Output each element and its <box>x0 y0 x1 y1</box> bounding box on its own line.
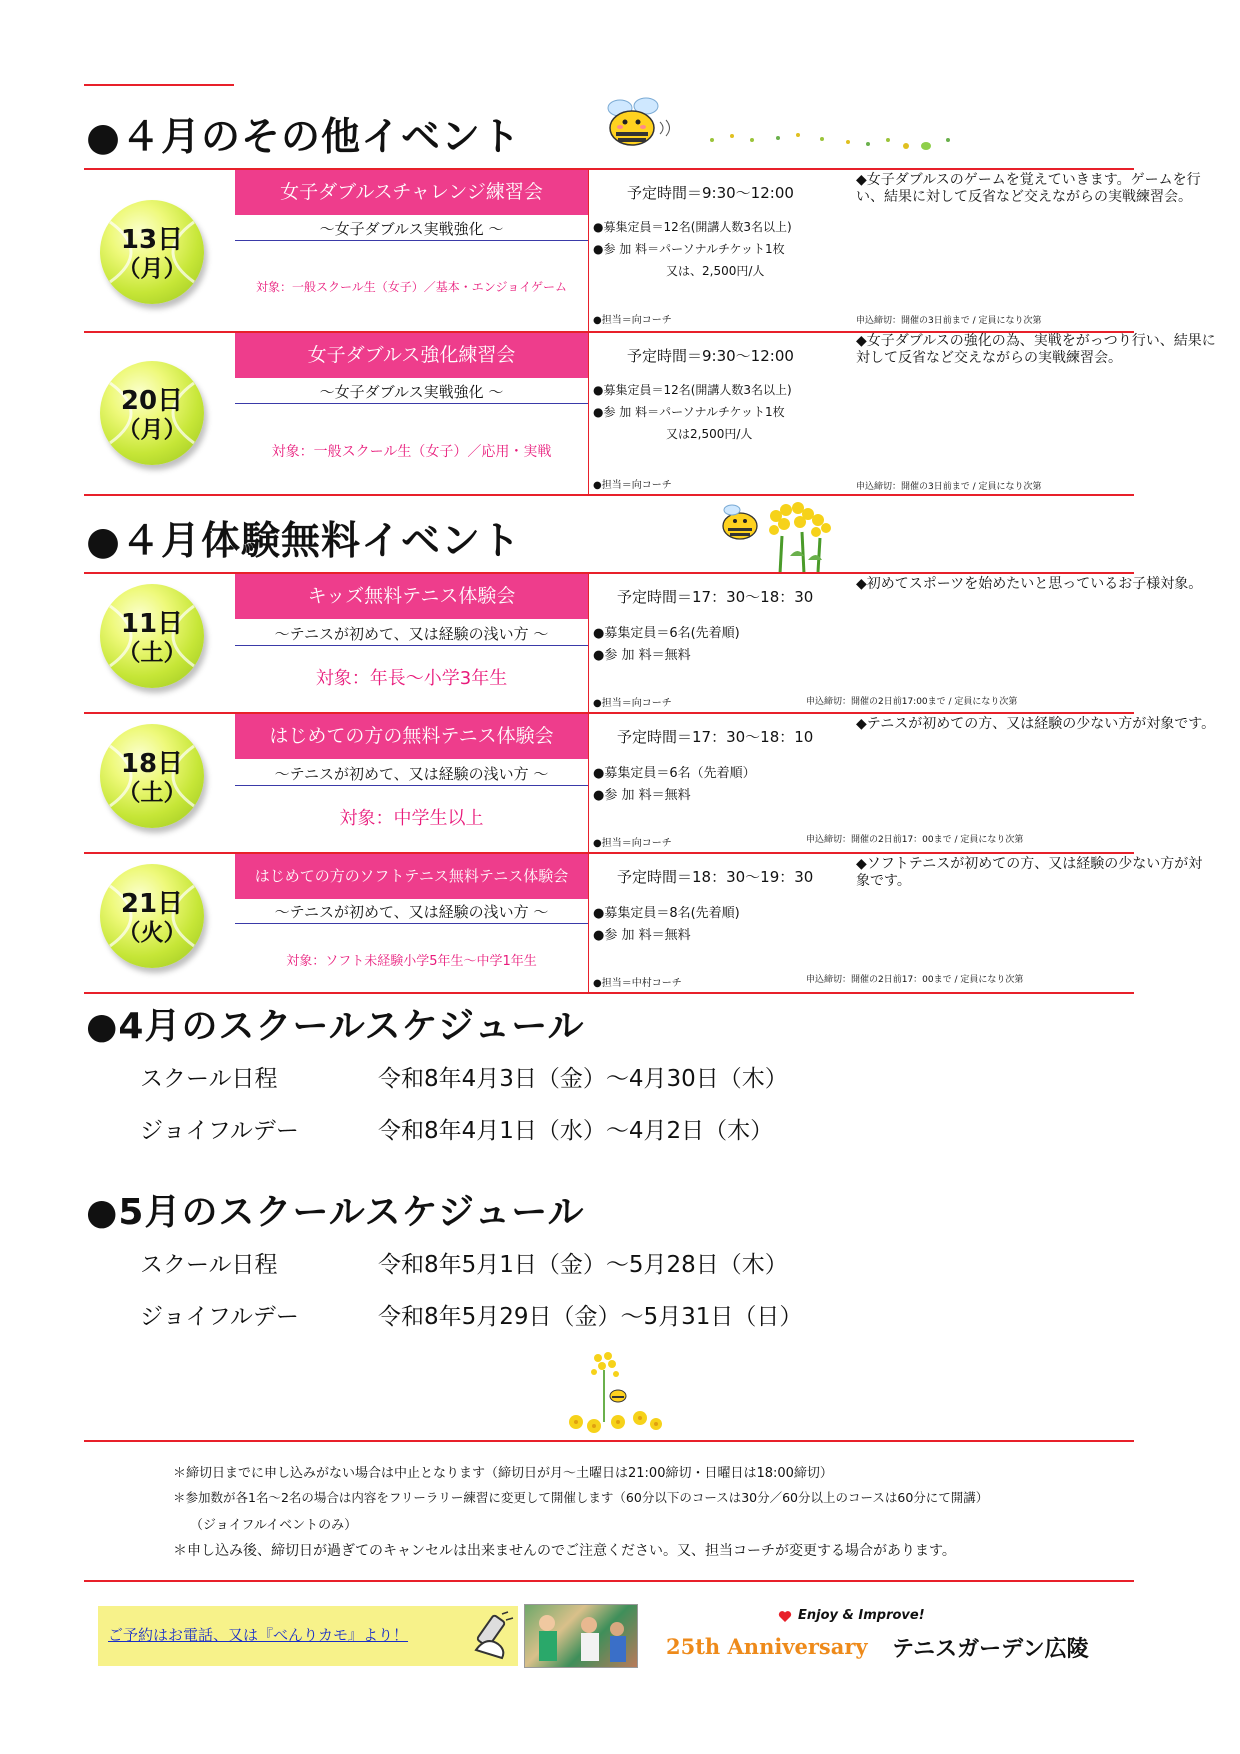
event-subtitle: ～テニスが初めて、又は経験の浅い方 ～ <box>274 903 549 921</box>
subtitle-underline <box>235 645 588 646</box>
event-weekday: （土） <box>117 640 187 666</box>
event-coach: ●担当＝向コーチ <box>593 698 672 709</box>
booking-text: ご予約はお電話、又は『べんりカモ』より！ <box>108 1626 409 1644</box>
section-title-other-events: ●４月のその他イベント <box>86 115 522 160</box>
notes-bottom-line <box>84 1580 1134 1582</box>
column-divider <box>588 333 589 494</box>
event-deadline: 申込締切：開催の3日前まで / 定員になり次第 <box>856 482 1042 492</box>
event-row <box>84 714 1216 852</box>
event-title: キッズ無料テニス体験会 <box>235 574 588 619</box>
event-title: 女子ダブルス強化練習会 <box>235 333 588 378</box>
event-target: 対象：一般スクール生（女子）／応用・実戦 <box>271 444 552 460</box>
event-day: 18日 <box>120 749 184 779</box>
event-description: ◆女子ダブルスのゲームを覚えていきます。ゲームを行い、結果に対して反省など交えながらの実戦練習会。 <box>856 172 1201 205</box>
event-fee: ●参 加 料＝無料 <box>593 648 691 663</box>
may-joyful-label: ジョイフルデー <box>140 1304 299 1330</box>
event-coach: ●担当＝中村コーチ <box>593 978 682 989</box>
event-fee: ●参 加 料＝無料 <box>593 788 691 803</box>
event-day: 13日 <box>120 225 184 255</box>
may-joyful-value: 令和8年5月29日（金）～5月31日（日） <box>378 1304 803 1330</box>
row-divider <box>84 494 1134 496</box>
event-fee-alt: 又は、2,500円/人 <box>666 264 765 278</box>
event-coach: ●担当＝向コーチ <box>593 315 672 326</box>
event-title: はじめての方のソフトテニス無料テニス体験会 <box>235 854 588 899</box>
event-row <box>84 170 1201 331</box>
note-line: （ジョイフルイベントのみ） <box>190 1518 358 1533</box>
booking-banner[interactable] <box>98 1606 518 1666</box>
club-name: テニスガーデン広陵 <box>892 1637 1089 1662</box>
rapeseed-flower-icon <box>560 1352 670 1436</box>
section-title-free-events: ●４月体験無料イベント <box>86 519 522 564</box>
april-school-value: 令和8年4月3日（金）～4月30日（木） <box>378 1066 788 1092</box>
event-day: 11日 <box>120 609 184 639</box>
event-weekday: （月） <box>117 417 187 443</box>
tennis-ball-icon <box>100 584 204 688</box>
event-subtitle: ～テニスが初めて、又は経験の浅い方 ～ <box>274 765 549 783</box>
tennis-ball-icon <box>100 864 204 968</box>
column-divider <box>588 574 589 712</box>
subtitle-underline <box>235 240 588 241</box>
column-divider <box>588 714 589 852</box>
event-capacity: ●募集定員＝12名(開講人数3名以上) <box>593 383 792 397</box>
dots-decoration-icon <box>700 126 960 156</box>
rapeseed-flower-icon <box>720 496 840 574</box>
event-row <box>84 574 1203 712</box>
event-weekday: （火） <box>117 920 187 946</box>
event-deadline: 申込締切：開催の3日前まで / 定員になり次第 <box>856 316 1042 326</box>
section-title-may-schedule: ●5月のスクールスケジュール <box>86 1192 585 1233</box>
event-fee: ●参 加 料＝無料 <box>593 928 691 943</box>
heart-icon <box>778 1610 792 1623</box>
tennis-ball-icon <box>100 200 204 304</box>
event-capacity: ●募集定員＝8名(先着順) <box>593 906 740 921</box>
event-day: 20日 <box>120 386 184 416</box>
event-title: 女子ダブルスチャレンジ練習会 <box>235 170 588 215</box>
may-school-value: 令和8年5月1日（金）～5月28日（木） <box>378 1252 788 1278</box>
event-row <box>84 333 1216 494</box>
event-description: ◆初めてスポーツを始めたいと思っているお子様対象。 <box>856 576 1203 592</box>
event-time: 予定時間＝9:30～12:00 <box>627 184 794 202</box>
tennis-ball-icon <box>100 361 204 465</box>
subtitle-underline <box>235 785 588 786</box>
event-target: 対象：ソフト未経験小学5年生～中学1年生 <box>286 954 537 969</box>
event-title: はじめての方の無料テニス体験会 <box>235 714 588 759</box>
event-time: 予定時間＝17：30～18：10 <box>617 728 814 746</box>
event-capacity: ●募集定員＝6名(先着順) <box>593 626 740 641</box>
event-subtitle: ～女子ダブルス実戦強化 ～ <box>319 220 504 238</box>
phone-icon <box>468 1610 518 1662</box>
subtitle-underline <box>235 923 588 924</box>
event-capacity: ●募集定員＝12名(開講人数3名以上) <box>593 220 792 234</box>
april-joyful-value: 令和8年4月1日（水）～4月2日（木） <box>378 1118 774 1144</box>
note-line: ＊参加数が各1名～2名の場合は内容をフリーラリー練習に変更して開催します（60分以下のコースは30分／60分以上のコースは60分にて開講） <box>173 1490 989 1505</box>
row-divider <box>84 992 1134 994</box>
event-capacity: ●募集定員＝6名（先着順） <box>593 766 756 781</box>
event-deadline: 申込締切：開催の2日前17:00まで / 定員になり次第 <box>806 697 1018 707</box>
event-weekday: （土） <box>117 780 187 806</box>
column-divider <box>588 170 589 331</box>
event-target: 対象：中学生以上 <box>339 808 484 829</box>
event-coach: ●担当＝向コーチ <box>593 838 672 849</box>
column-divider <box>588 854 589 992</box>
event-fee: ●参 加 料＝パーソナルチケット1枚 <box>593 405 785 419</box>
anniversary-text: 25th Anniversary <box>666 1634 868 1659</box>
event-time: 予定時間＝17：30～18：30 <box>617 588 814 606</box>
event-target: 対象：一般スクール生（女子）／基本・エンジョイゲーム <box>256 280 567 294</box>
bee-icon <box>600 96 686 150</box>
top-accent-line <box>84 84 234 86</box>
tennis-ball-icon <box>100 724 204 828</box>
may-school-label: スクール日程 <box>140 1252 278 1278</box>
section-title-april-schedule: ●4月のスクールスケジュール <box>86 1006 585 1047</box>
note-line: ＊申し込み後、締切日が過ぎてのキャンセルは出来ませんのでご注意ください。又、担当コーチが変更する場合があります。 <box>173 1543 956 1559</box>
event-weekday: （月） <box>117 256 187 282</box>
event-coach: ●担当＝向コーチ <box>593 480 672 491</box>
event-day: 21日 <box>120 889 184 919</box>
notes-top-line <box>84 1440 1134 1442</box>
tennis-photo <box>524 1604 638 1668</box>
event-description: ◆ソフトテニスが初めての方、又は経験の少ない方が対象です。 <box>856 856 1203 889</box>
event-subtitle: ～女子ダブルス実戦強化 ～ <box>319 383 504 401</box>
event-description: ◆テニスが初めての方、又は経験の少ない方が対象です。 <box>856 716 1216 732</box>
event-deadline: 申込締切：開催の2日前17：00まで / 定員になり次第 <box>806 835 1024 845</box>
event-fee: ●参 加 料＝パーソナルチケット1枚 <box>593 242 785 256</box>
event-row <box>84 854 1203 992</box>
april-joyful-label: ジョイフルデー <box>140 1118 299 1144</box>
note-line: ＊締切日までに申し込みがない場合は中止となります（締切日が月～土曜日は21:00締切・日曜日は18:00締切） <box>173 1466 833 1481</box>
event-deadline: 申込締切：開催の2日前17：00まで / 定員になり次第 <box>806 975 1024 985</box>
event-description: ◆女子ダブルスの強化の為、実戦をがっつり行い、結果に対して反省など交えながらの実戦練習会。 <box>856 333 1216 366</box>
event-time: 予定時間＝9:30～12:00 <box>627 347 794 365</box>
slogan: Enjoy & Improve! <box>798 1608 925 1623</box>
april-school-label: スクール日程 <box>140 1066 278 1092</box>
event-fee-alt: 又は2,500円/人 <box>666 427 753 441</box>
event-time: 予定時間＝18：30～19：30 <box>617 868 814 886</box>
subtitle-underline <box>235 403 588 404</box>
event-subtitle: ～テニスが初めて、又は経験の浅い方 ～ <box>274 625 549 643</box>
event-target: 対象：年長～小学3年生 <box>315 668 508 689</box>
